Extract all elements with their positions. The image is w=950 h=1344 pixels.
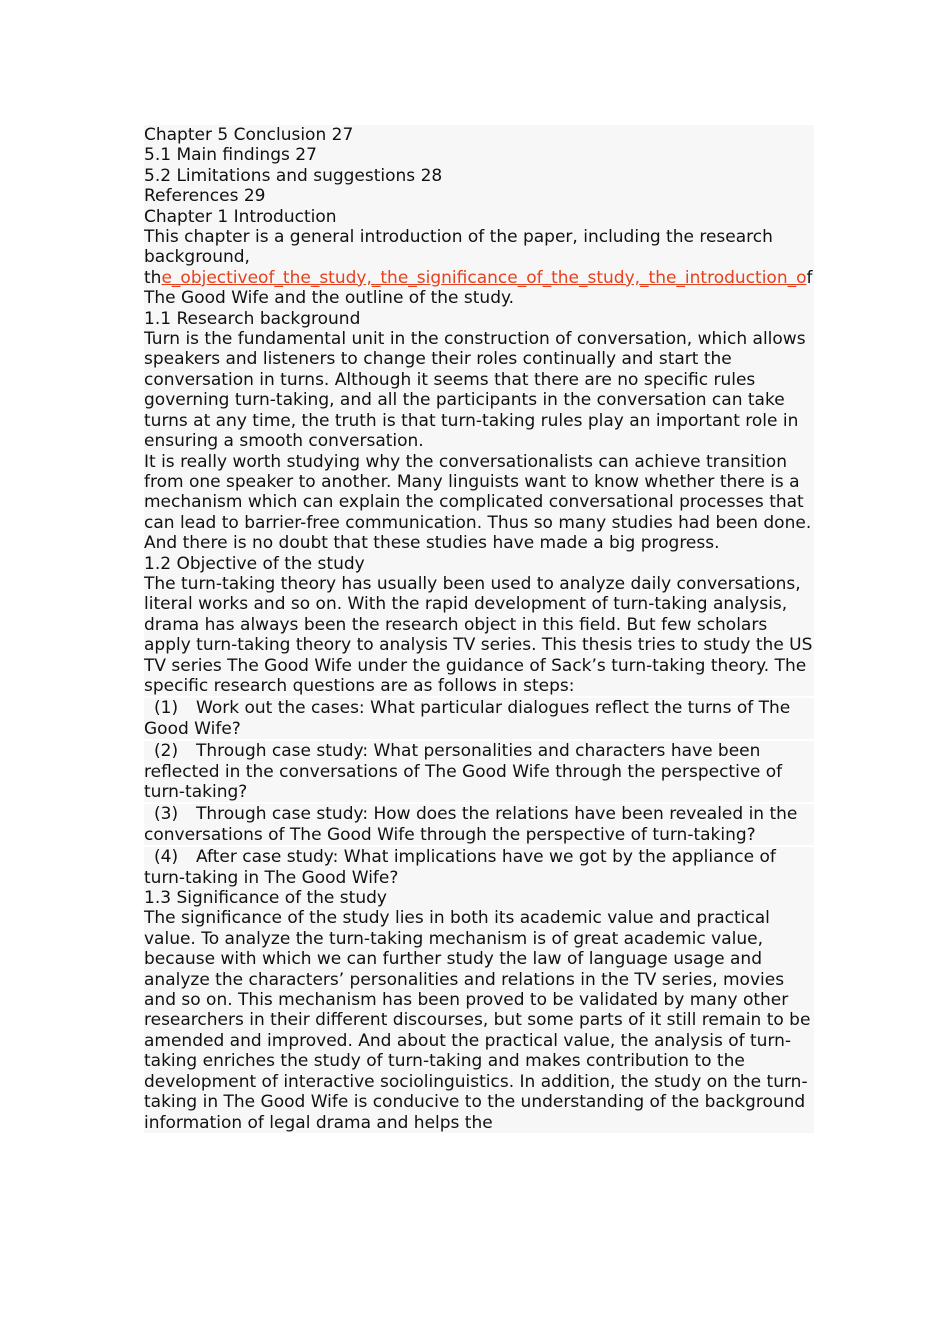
research-question: [144, 804, 814, 845]
question-text: Through case study: What personalities and characters have been reflected in the conversations of The Good Wife through the perspective of turn-taking?: [144, 741, 783, 802]
chapter-title: Chapter 1 Introduction: [144, 207, 814, 227]
toc-line: References 29: [144, 186, 814, 206]
toc-line: Chapter 5 Conclusion 27: [144, 125, 814, 145]
section-heading: 1.1 Research background: [144, 309, 814, 329]
section-heading: 1.2 Objective of the study: [144, 554, 814, 574]
section-heading: 1.3 Significance of the study: [144, 888, 814, 908]
paragraph: Turn is the fundamental unit in the construction of conversation, which allows speakers and listeners to change their roles continually and start the conversation in turns. Although it seems that there are no specific rules governing turn-taking, and all the participants in the conversation can take turns at any time, the truth is that turn-taking rules play an important role in ensuring a smooth conversation.: [144, 329, 814, 451]
intro-prefix: th: [144, 267, 162, 288]
intro-line: The Good Wife and the outline of the study.: [144, 288, 814, 308]
toc-line: 5.1 Main findings 27: [144, 145, 814, 165]
question-number: (2): [154, 741, 179, 762]
research-question: [144, 847, 814, 888]
intro-suffix: f: [806, 267, 813, 288]
question-text: Through case study: How does the relations have been revealed in the conversations of The Good Wife through the perspective of turn-taking?: [144, 804, 798, 845]
intro-line: This chapter is a general introduction of the paper, including the research background,: [144, 227, 814, 268]
research-question: [144, 698, 814, 739]
question-number: (3): [154, 804, 179, 825]
question-number: (4): [154, 847, 179, 868]
tracked-change-text: e_objectiveof_the_study,_the_significance_of_the_study,_the_introduction_o: [161, 267, 807, 288]
intro-highlight-line: [144, 268, 814, 288]
question-text: Work out the cases: What particular dialogues reflect the turns of The Good Wife?: [144, 698, 791, 739]
paragraph: The turn-taking theory has usually been used to analyze daily conversations, literal works and so on. With the rapid development of turn-taking analysis, drama has always been the research object in this field. But few scholars apply turn-taking theory to analysis TV series. This thesis tries to study the US TV series The Good Wife under the guidance of Sack’s turn-taking theory. The specific research questions are as follows in steps:: [144, 573, 813, 696]
toc-line: 5.2 Limitations and suggestions 28: [144, 166, 814, 186]
question-number: (1): [154, 698, 179, 719]
research-question: [144, 741, 814, 802]
question-text: After case study: What implications have we got by the appliance of turn-taking in The Good Wife?: [144, 847, 776, 888]
paragraph: The significance of the study lies in both its academic value and practical value. To analyze the turn-taking mechanism is of great academic value, because with which we can further study the law of language usage and analyze the characters’ personalities and relations in the TV series, movies and so on. This mechanism has been proved to be validated by many other researchers in their different discourses, but some parts of it still remain to be amended and improved. And about the practical value, the analysis of turn-taking enriches the study of turn-taking and makes contribution to the development of interactive sociolinguistics. In addition, the study on the turn-taking in The Good Wife is conducive to the understanding of the background information of legal drama and helps the: [144, 908, 814, 1132]
document-page: [144, 125, 814, 1133]
paragraph: It is really worth studying why the conversationalists can achieve transition from one speaker to another. Many linguists want to know whether there is a mechanism which can explain the complicated conversational processes that can lead to barrier-free communication. Thus so many studies had been done. And there is no doubt that these studies have made a big progress.: [144, 452, 814, 554]
